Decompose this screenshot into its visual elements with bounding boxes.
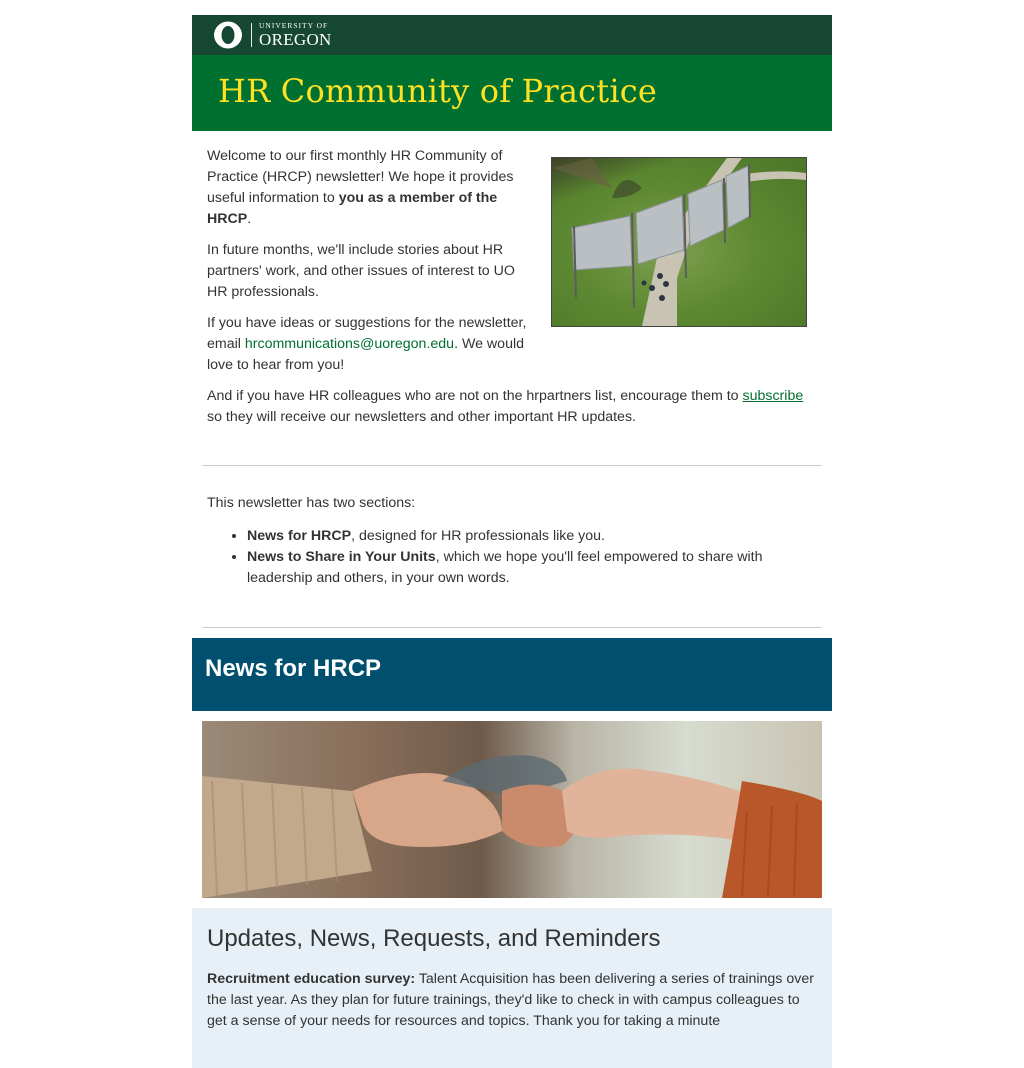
intro-p3-after: . We would love to hear from you! <box>207 336 524 373</box>
intro-paragraph-3 <box>207 313 534 376</box>
updates-heading: Updates, News, Requests, and Reminders <box>207 925 661 952</box>
logo-wordmark <box>259 22 332 48</box>
intro-p4-before: And if you have HR colleagues who are not on the hrpartners list, encourage them to <box>207 388 743 404</box>
intro-section <box>192 131 832 428</box>
campus-walkway-photo <box>551 157 807 327</box>
sections-list <box>207 526 817 589</box>
list-item <box>247 526 817 547</box>
newsletter <box>192 15 832 1068</box>
news-heading: News for HRCP <box>205 655 382 682</box>
intro-p4-after: so they will receive our newsletters and other important HR updates. <box>207 409 636 425</box>
updates-section <box>192 908 832 1068</box>
news-section-header <box>192 638 832 711</box>
intro-p1-text: Welcome to our first monthly HR Community of Practice (HRCP) newsletter! We hope it provides useful information to <box>207 148 514 206</box>
title-banner <box>192 55 832 131</box>
intro-p1-end: . <box>247 211 252 227</box>
list-item-bold: News for HRCP <box>247 528 352 544</box>
sections-intro: This newsletter has two sections: <box>207 495 416 511</box>
intro-paragraph-2: In future months, we'll include stories about HR partners' work, and other issues of interest to UO HR professionals. <box>207 242 515 300</box>
walkway-illustration <box>552 158 806 326</box>
uo-logo[interactable] <box>213 20 332 50</box>
list-item <box>247 547 817 589</box>
intro-paragraph-1 <box>207 146 534 230</box>
survey-bold: Recruitment education survey: <box>207 971 416 987</box>
fist-bump-photo <box>202 721 822 898</box>
oregon-o-icon <box>213 20 243 50</box>
intro-paragraph-4 <box>207 386 817 428</box>
logo-oregon-text: OREGON <box>259 29 332 49</box>
email-link[interactable]: hrcommunications@uoregon.edu <box>244 336 455 352</box>
list-item-text: , which we hope you'll feel empowered to share with leadership and others, in your own words. <box>247 549 763 586</box>
intro-p1-bold: you as a member of the HRCP <box>207 190 498 227</box>
list-item-text: , designed for HR professionals like you. <box>351 528 605 544</box>
list-item-bold: News to Share in Your Units <box>247 549 436 565</box>
sections-overview <box>192 493 832 589</box>
top-bar <box>192 15 832 55</box>
logo-divider <box>251 23 252 47</box>
fist-bump-illustration <box>202 721 822 898</box>
survey-text: Talent Acquisition has been delivering a series of trainings over the last year. As they plan for future trainings, they'd like to check in with campus colleagues to get a sense of your needs for resources and topics. Thank you for taking a minute <box>207 971 814 1029</box>
page-title: HR Community of Practice <box>218 72 658 110</box>
logo-university-text: UNIVERSITY OF <box>259 21 329 31</box>
survey-paragraph <box>207 969 817 1032</box>
subscribe-link[interactable]: subscribe <box>742 388 804 404</box>
intro-text <box>207 146 534 376</box>
intro-p3-before: If you have ideas or suggestions for the newsletter, email <box>207 315 527 352</box>
